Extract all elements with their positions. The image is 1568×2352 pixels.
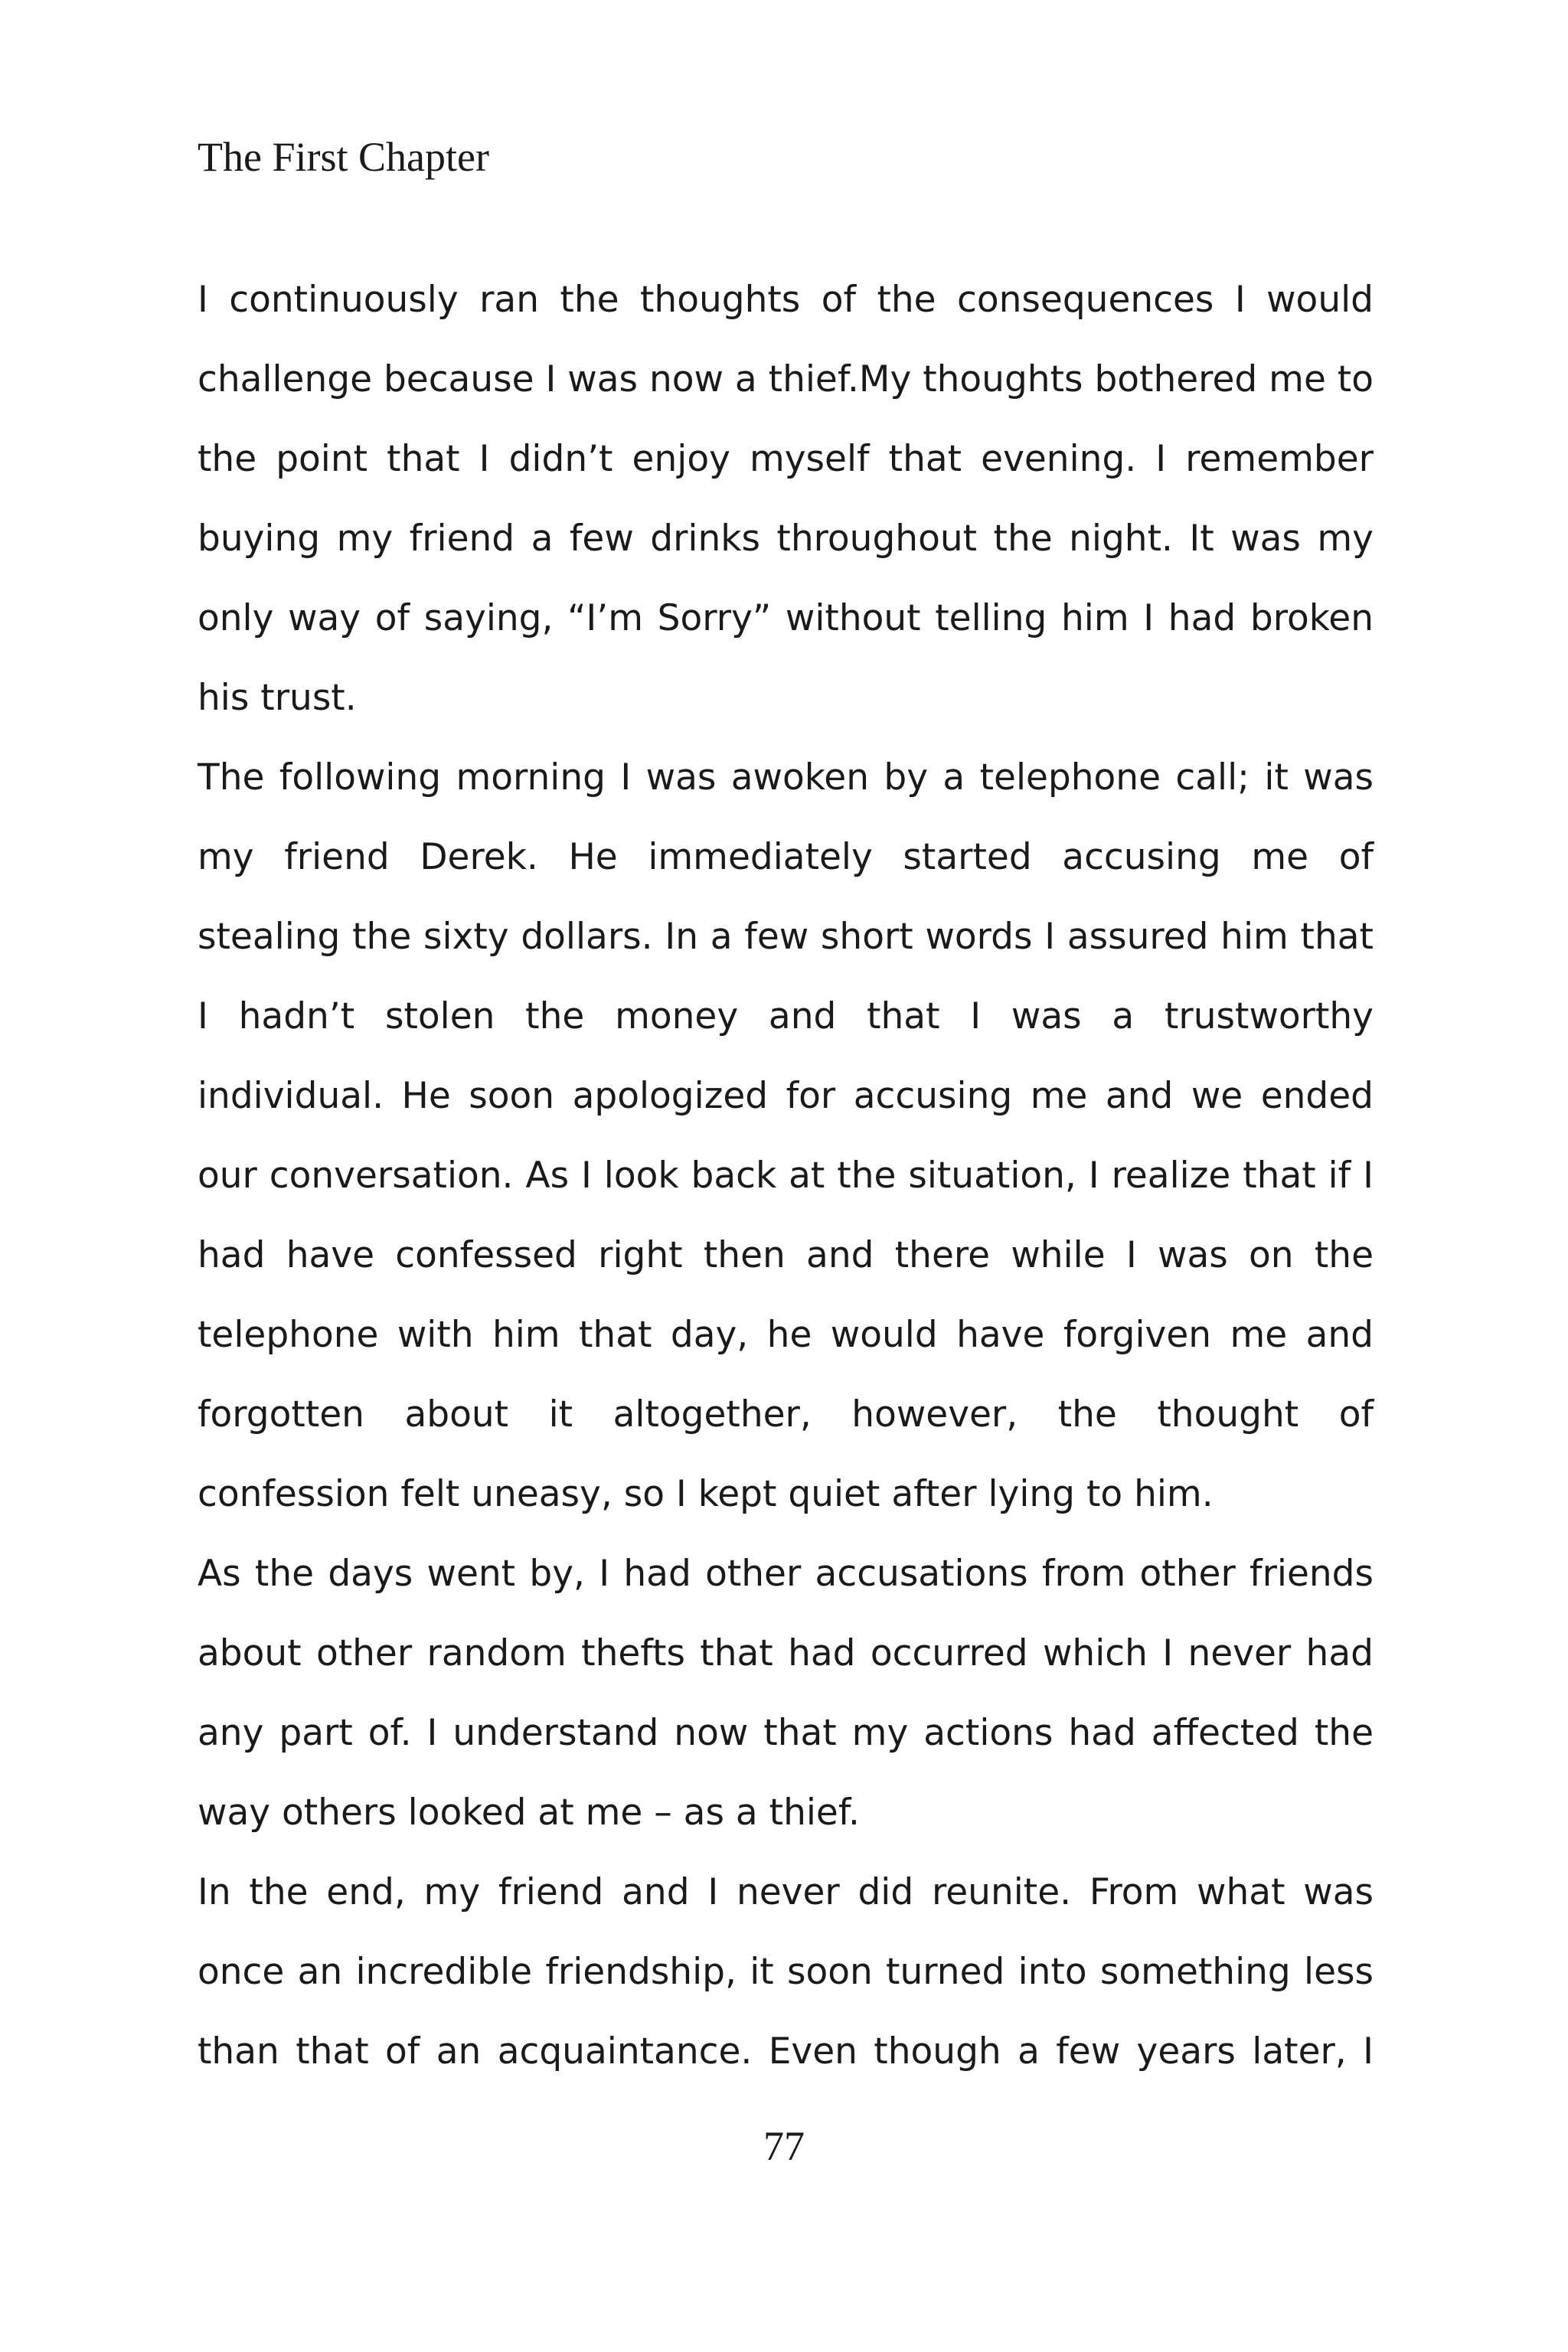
page-number: 77	[763, 2123, 805, 2169]
paragraph-1: I continuously ran the thoughts of the consequences I would challenge because I was now a thief.My thoughts bothered me to the point that I didn’t enjoy myself that evening. I remember buying my friend a few drinks throughout the night. It was my only way of saying, “I’m Sorry” without telling him I had broken his trust.	[198, 279, 1374, 719]
paragraph-4: In the end, my friend and I never did reunite. From what was once an incredible friendship, it soon turned into something less than that of an acquaintance. Even though a few years later, I	[198, 1871, 1374, 2073]
paragraph-3: As the days went by, I had other accusations from other friends about other random thefts that had occurred which I never had any part of. I understand now that my actions had affected the way others looked at me – as a thief.	[198, 1553, 1374, 1834]
running-header: The First Chapter	[198, 134, 489, 180]
paragraph-2: The following morning I was awoken by a telephone call; it was my friend Derek. He immediately started accusing me of stealing the sixty dollars. In a few short words I assured him that I hadn’t stolen the money and that I was a trustworthy individual. He soon apologized for accusing me and we ended our conversation. As I look back at the situation, I realize that if I had have confessed right then and there while I was on the telephone with him that day, he would have forgiven me and forgotten about it altogether, however, the thought of confession felt uneasy, so I kept quiet after lying to him.	[198, 756, 1374, 1515]
body-text	[198, 260, 1374, 2092]
